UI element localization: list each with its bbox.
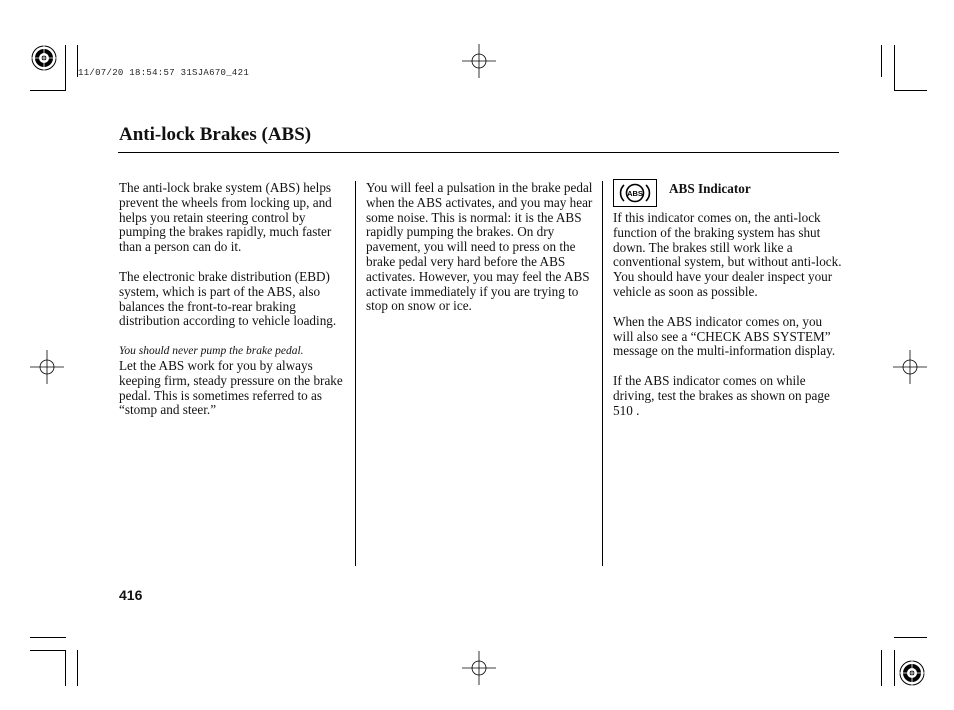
column-divider [602, 181, 603, 566]
crop-mark [881, 650, 882, 686]
crop-mark [30, 90, 66, 91]
crop-mark [894, 637, 927, 638]
caution-note: You should never pump the brake pedal. [119, 345, 304, 358]
registration-target-icon [31, 45, 57, 71]
column-2 [366, 181, 596, 329]
paragraph: If the ABS indicator comes on while driving, test the brakes as shown on page 510 . [613, 373, 830, 418]
abs-warning-icon [618, 182, 652, 204]
crop-mark [65, 650, 66, 686]
crosshair-mark-icon [893, 350, 927, 384]
crop-mark [77, 650, 78, 686]
abs-indicator-label: ABS [627, 189, 643, 198]
crop-mark [30, 650, 66, 651]
crop-mark [894, 650, 895, 686]
paragraph: The electronic brake distribution (EBD) system, which is part of the ABS, also balances the front-to-rear braking distribution according to vehicle loading. [119, 268, 337, 329]
crop-mark [894, 90, 927, 91]
title-rule [118, 152, 839, 153]
crop-mark [881, 45, 882, 77]
crop-mark [30, 637, 66, 638]
crosshair-mark-icon [30, 350, 64, 384]
paragraph: When the ABS indicator comes on, you will also see a “CHECK ABS SYSTEM” message on the multi-information display. [613, 313, 836, 359]
paragraph: Let the ABS work for you by always keeping firm, steady pressure on the brake pedal. This is sometimes referred to as “stomp and steer.” [119, 357, 343, 418]
crop-mark [65, 45, 66, 91]
page-number: 416 [119, 587, 143, 603]
abs-indicator-box [613, 179, 657, 207]
registration-target-icon [899, 660, 925, 686]
paragraph: The anti-lock brake system (ABS) helps prevent the wheels from locking up, and helps you retain steering control by pumping the brakes rapidly, much faster than a person can do it. [119, 180, 332, 255]
page-title: Anti-lock Brakes (ABS) [119, 124, 312, 145]
column-1 [119, 181, 349, 418]
crosshair-mark-icon [462, 44, 496, 78]
abs-indicator-heading: ABS Indicator [669, 181, 751, 196]
column-divider [355, 181, 356, 566]
paragraph: If this indicator comes on, the anti-lock function of the braking system has shut down. The brakes still work like a conventional system, but without anti-lock. You should have your dealer inspect your vehicle as soon as possible. [613, 210, 842, 299]
paragraph: You will feel a pulsation in the brake pedal when the ABS activates, and you may hear some noise. This is normal: it is the ABS rapidly pumping the brakes. On dry pavement, you will need to press on the brake pedal very hard before the ABS activates. However, you may feel the ABS activate immediately if you are trying to stop on snow or ice. [366, 180, 593, 314]
paragraph-with-note [119, 344, 349, 418]
crosshair-mark-icon [462, 651, 496, 685]
column-3 [613, 211, 843, 434]
print-stamp: 11/07/20 18:54:57 31SJA670_421 [78, 68, 250, 78]
crop-mark [894, 45, 895, 91]
